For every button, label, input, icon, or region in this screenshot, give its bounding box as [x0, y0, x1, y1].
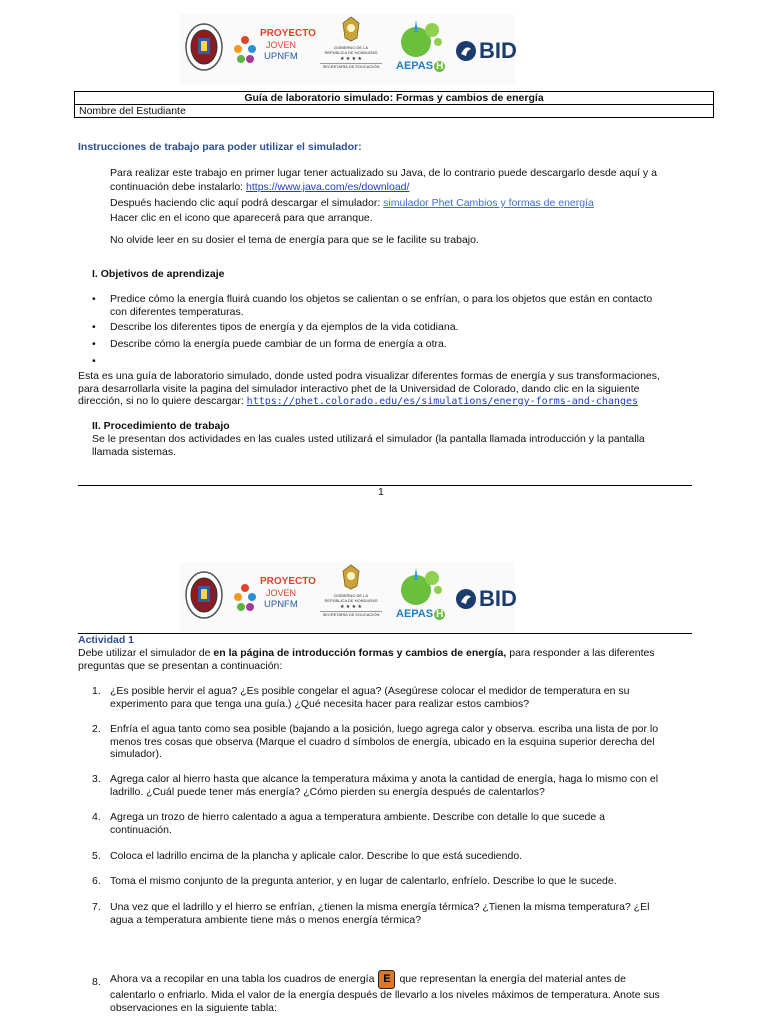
upnfm-text: UPNFM — [264, 599, 298, 610]
procedure-heading: II. Procedimiento de trabajo — [92, 420, 230, 432]
question-item: Coloca el ladrillo encima de la plancha y aplicale calor. Describe lo que está sucediendo. — [110, 850, 523, 862]
intro-line: Esta es una guía de laboratorio simulado, donde usted podra visualizar diferentes formas de energía y sus transformaciones, — [78, 370, 660, 382]
question-number: 8. — [92, 976, 101, 988]
question-line: menos tres cosas que observa (Marque el cuadro d símbolos de energía, ubicado en la esquina superior derecha del — [110, 735, 655, 748]
instructions-line-3 — [110, 197, 594, 209]
activity-intro-text: Debe utilizar el simulador de — [78, 647, 214, 659]
gobierno-text: GOBIERNO DE LA — [333, 593, 369, 598]
secretaria-text: SECRETARÍA DE EDUCACIÓN — [320, 63, 382, 69]
bid-logo — [455, 38, 525, 68]
intro-line — [78, 395, 698, 409]
intro-line: para desarrollarla visite la pagina del simulador interactivo phet de la Universidad de Colorado, dando clic en la siguiente — [78, 382, 640, 395]
bullet-icon: • — [92, 293, 96, 305]
question-number: 1. — [92, 685, 101, 697]
bullet-icon: • — [92, 338, 96, 350]
proyecto-joven-logo — [232, 26, 316, 72]
question-item — [110, 811, 685, 836]
instructions-line-2-text: continuación debe instalarlo: — [110, 181, 247, 193]
bullet-icon: • — [92, 321, 96, 333]
aepas-h-badge: H — [436, 609, 444, 620]
document-title: Guía de laboratorio simulado: Formas y cambios de energía — [75, 92, 714, 105]
intro-paragraph — [78, 370, 698, 409]
question-line: calentarlo o enfriarlo. Mida el valor de la energía después de llevarlo a los niveles máximos de temperatura. Anote sus — [110, 989, 660, 1001]
gobierno-honduras-logo — [320, 564, 382, 630]
aepas-h-badge: H — [436, 61, 444, 72]
aepas-text — [396, 60, 445, 72]
university-seal-logo — [184, 570, 224, 623]
proyecto-text: PROYECTO — [260, 28, 316, 39]
activity-intro-bold: en la página de introducción formas y cambios de energía, — [213, 647, 507, 659]
java-download-link[interactable]: https://www.java.com/es/download/ — [246, 181, 410, 193]
proyecto-joven-logo — [232, 574, 316, 620]
question-item — [110, 901, 685, 926]
page-number: 1 — [378, 486, 384, 498]
intro-line-text: dirección, si no lo quiere descargar: — [78, 395, 247, 407]
question-number: 6. — [92, 875, 101, 887]
aepas-word: AEPAS — [396, 608, 434, 620]
activity-intro-text: para responder a las diferentes — [506, 647, 655, 659]
objective-item-line: Predice cómo la energía fluirá cuando los objetos se calientan o se enfrían, o para los objetos que están en contacto — [110, 293, 653, 305]
gobierno-text: GOBIERNO DE LA — [333, 45, 369, 50]
stars-text: ★ ★ ★ ★ — [339, 56, 363, 62]
activity-intro — [78, 647, 698, 672]
upnfm-text: UPNFM — [264, 51, 298, 62]
objective-item: Describe cómo la energía puede cambiar de un forma de energía a otra. — [110, 338, 447, 350]
republica-text: REPÚBLICA DE HONDURAS — [324, 50, 378, 55]
objective-item: Describe los diferentes tipos de energía y da ejemplos de la vida cotidiana. — [110, 321, 459, 333]
aepas-logo — [394, 564, 454, 628]
question-number: 5. — [92, 850, 101, 862]
question-line: Agrega un trozo de hierro calentado a agua a temperatura ambiente. Describe con detalle lo que sucede a — [110, 811, 605, 823]
aepas-word: AEPAS — [396, 60, 434, 72]
instructions-line-3-text: Después haciendo clic aquí podrá descargar el simulador: — [110, 197, 384, 209]
republica-text: REPÚBLICA DE HONDURAS — [324, 598, 378, 603]
phet-simulator-link[interactable]: simulador Phet Cambios y formas de energía — [383, 197, 594, 209]
activity-heading: Actividad 1 — [78, 634, 135, 646]
question-item — [110, 969, 700, 1014]
question-line: ladrillo. ¿Cuál puede tener más energía? ¿Cómo pierden su energía después de calentarlos? — [110, 785, 545, 798]
question-item: Toma el mismo conjunto de la pregunta anterior, y en lugar de calentarlo, enfríelo. Describe lo que le sucede. — [110, 875, 617, 887]
energy-symbol-icon: E — [378, 970, 395, 989]
bid-text: BID — [479, 586, 517, 611]
question-line: Agrega calor al hierro hasta que alcance la temperatura máxima y anota la cantidad de energía, haga lo mismo con el — [110, 773, 659, 785]
question-line — [110, 969, 700, 989]
question-item — [110, 685, 685, 710]
question-line: observaciones en la siguiente tabla: — [110, 1001, 277, 1014]
question-line-text: que representan la energía del material antes de — [399, 973, 626, 985]
activity-divider — [78, 633, 692, 634]
instructions-line-5: No olvide leer en su dosier el tema de energía para que se le facilite su trabajo. — [110, 234, 479, 246]
aepas-text — [396, 608, 445, 620]
bullet-icon: • — [92, 355, 96, 367]
question-line: Una vez que el ladrillo y el hierro se enfrían, ¿tienen la misma energía térmica? ¿Tienen la misma temperatura? ¿El — [110, 901, 650, 913]
footer-divider — [78, 485, 692, 486]
header-table — [74, 91, 714, 118]
objective-item — [110, 293, 710, 318]
question-number: 3. — [92, 773, 101, 785]
question-number: 7. — [92, 901, 101, 913]
question-line: Enfría el agua tanto como sea posible (bajando a la posición, luego agrega calor y observa. escriba una lista de por lo — [110, 723, 659, 735]
question-number: 2. — [92, 723, 101, 735]
gobierno-honduras-logo — [320, 16, 382, 82]
joven-text: JOVEN — [266, 588, 297, 598]
instructions-line-4: Hacer clic en el icono que aparecerá para que arranque. — [110, 212, 373, 224]
objectives-heading: I. Objetivos de aprendizaje — [92, 268, 225, 280]
procedure-line: llamada sistemas. — [92, 445, 177, 458]
objective-item-line: con diferentes temperaturas. — [110, 305, 244, 318]
question-line-text: Ahora va a recopilar en una tabla los cuadros de energía — [110, 973, 375, 985]
question-item — [110, 723, 685, 761]
question-line: simulador). — [110, 748, 162, 760]
secretaria-text: SECRETARÍA DE EDUCACIÓN — [320, 611, 382, 617]
university-seal-logo — [184, 22, 224, 75]
question-line: ¿Es posible hervir el agua? ¿Es posible congelar el agua? (Asegúrese colocar el medidor de temperatura en su — [110, 685, 630, 697]
question-number: 4. — [92, 811, 101, 823]
activity-intro-line: preguntas que se presentan a continuación: — [78, 659, 283, 672]
instructions-heading: Instrucciones de trabajo para poder utilizar el simulador: — [78, 141, 362, 153]
question-line: continuación. — [110, 823, 172, 836]
activity-intro-line — [78, 647, 698, 660]
proyecto-text: PROYECTO — [260, 576, 316, 587]
logos-banner — [180, 14, 515, 84]
student-name-field[interactable]: Nombre del Estudiante — [75, 105, 714, 118]
bid-logo — [455, 586, 525, 616]
bid-text: BID — [479, 38, 517, 63]
procedure-line: Se le presentan dos actividades en las cuales usted utilizará el simulador (la pantalla llamada introducción y la pantalla — [92, 433, 645, 445]
instructions-line-1: Para realizar este trabajo en primer lugar tener actualizado su Java, de lo contrario puede descargarlo desde aquí y a — [110, 167, 657, 179]
phet-url-link[interactable]: https://phet.colorado.edu/es/simulations/energy-forms-and-changes — [246, 396, 639, 407]
joven-text: JOVEN — [266, 40, 297, 50]
question-item — [110, 773, 685, 798]
question-line: agua a temperatura ambiente tiene más o menos energía térmica? — [110, 913, 422, 926]
question-line: experimento para que tenga una guía.) ¿Qué necesita hacer para realizar estos cambios? — [110, 697, 530, 710]
instructions-line-2 — [110, 181, 409, 193]
logos-banner — [180, 562, 515, 632]
procedure-text — [92, 433, 702, 458]
aepas-logo — [394, 16, 454, 80]
stars-text: ★ ★ ★ ★ — [339, 604, 363, 610]
